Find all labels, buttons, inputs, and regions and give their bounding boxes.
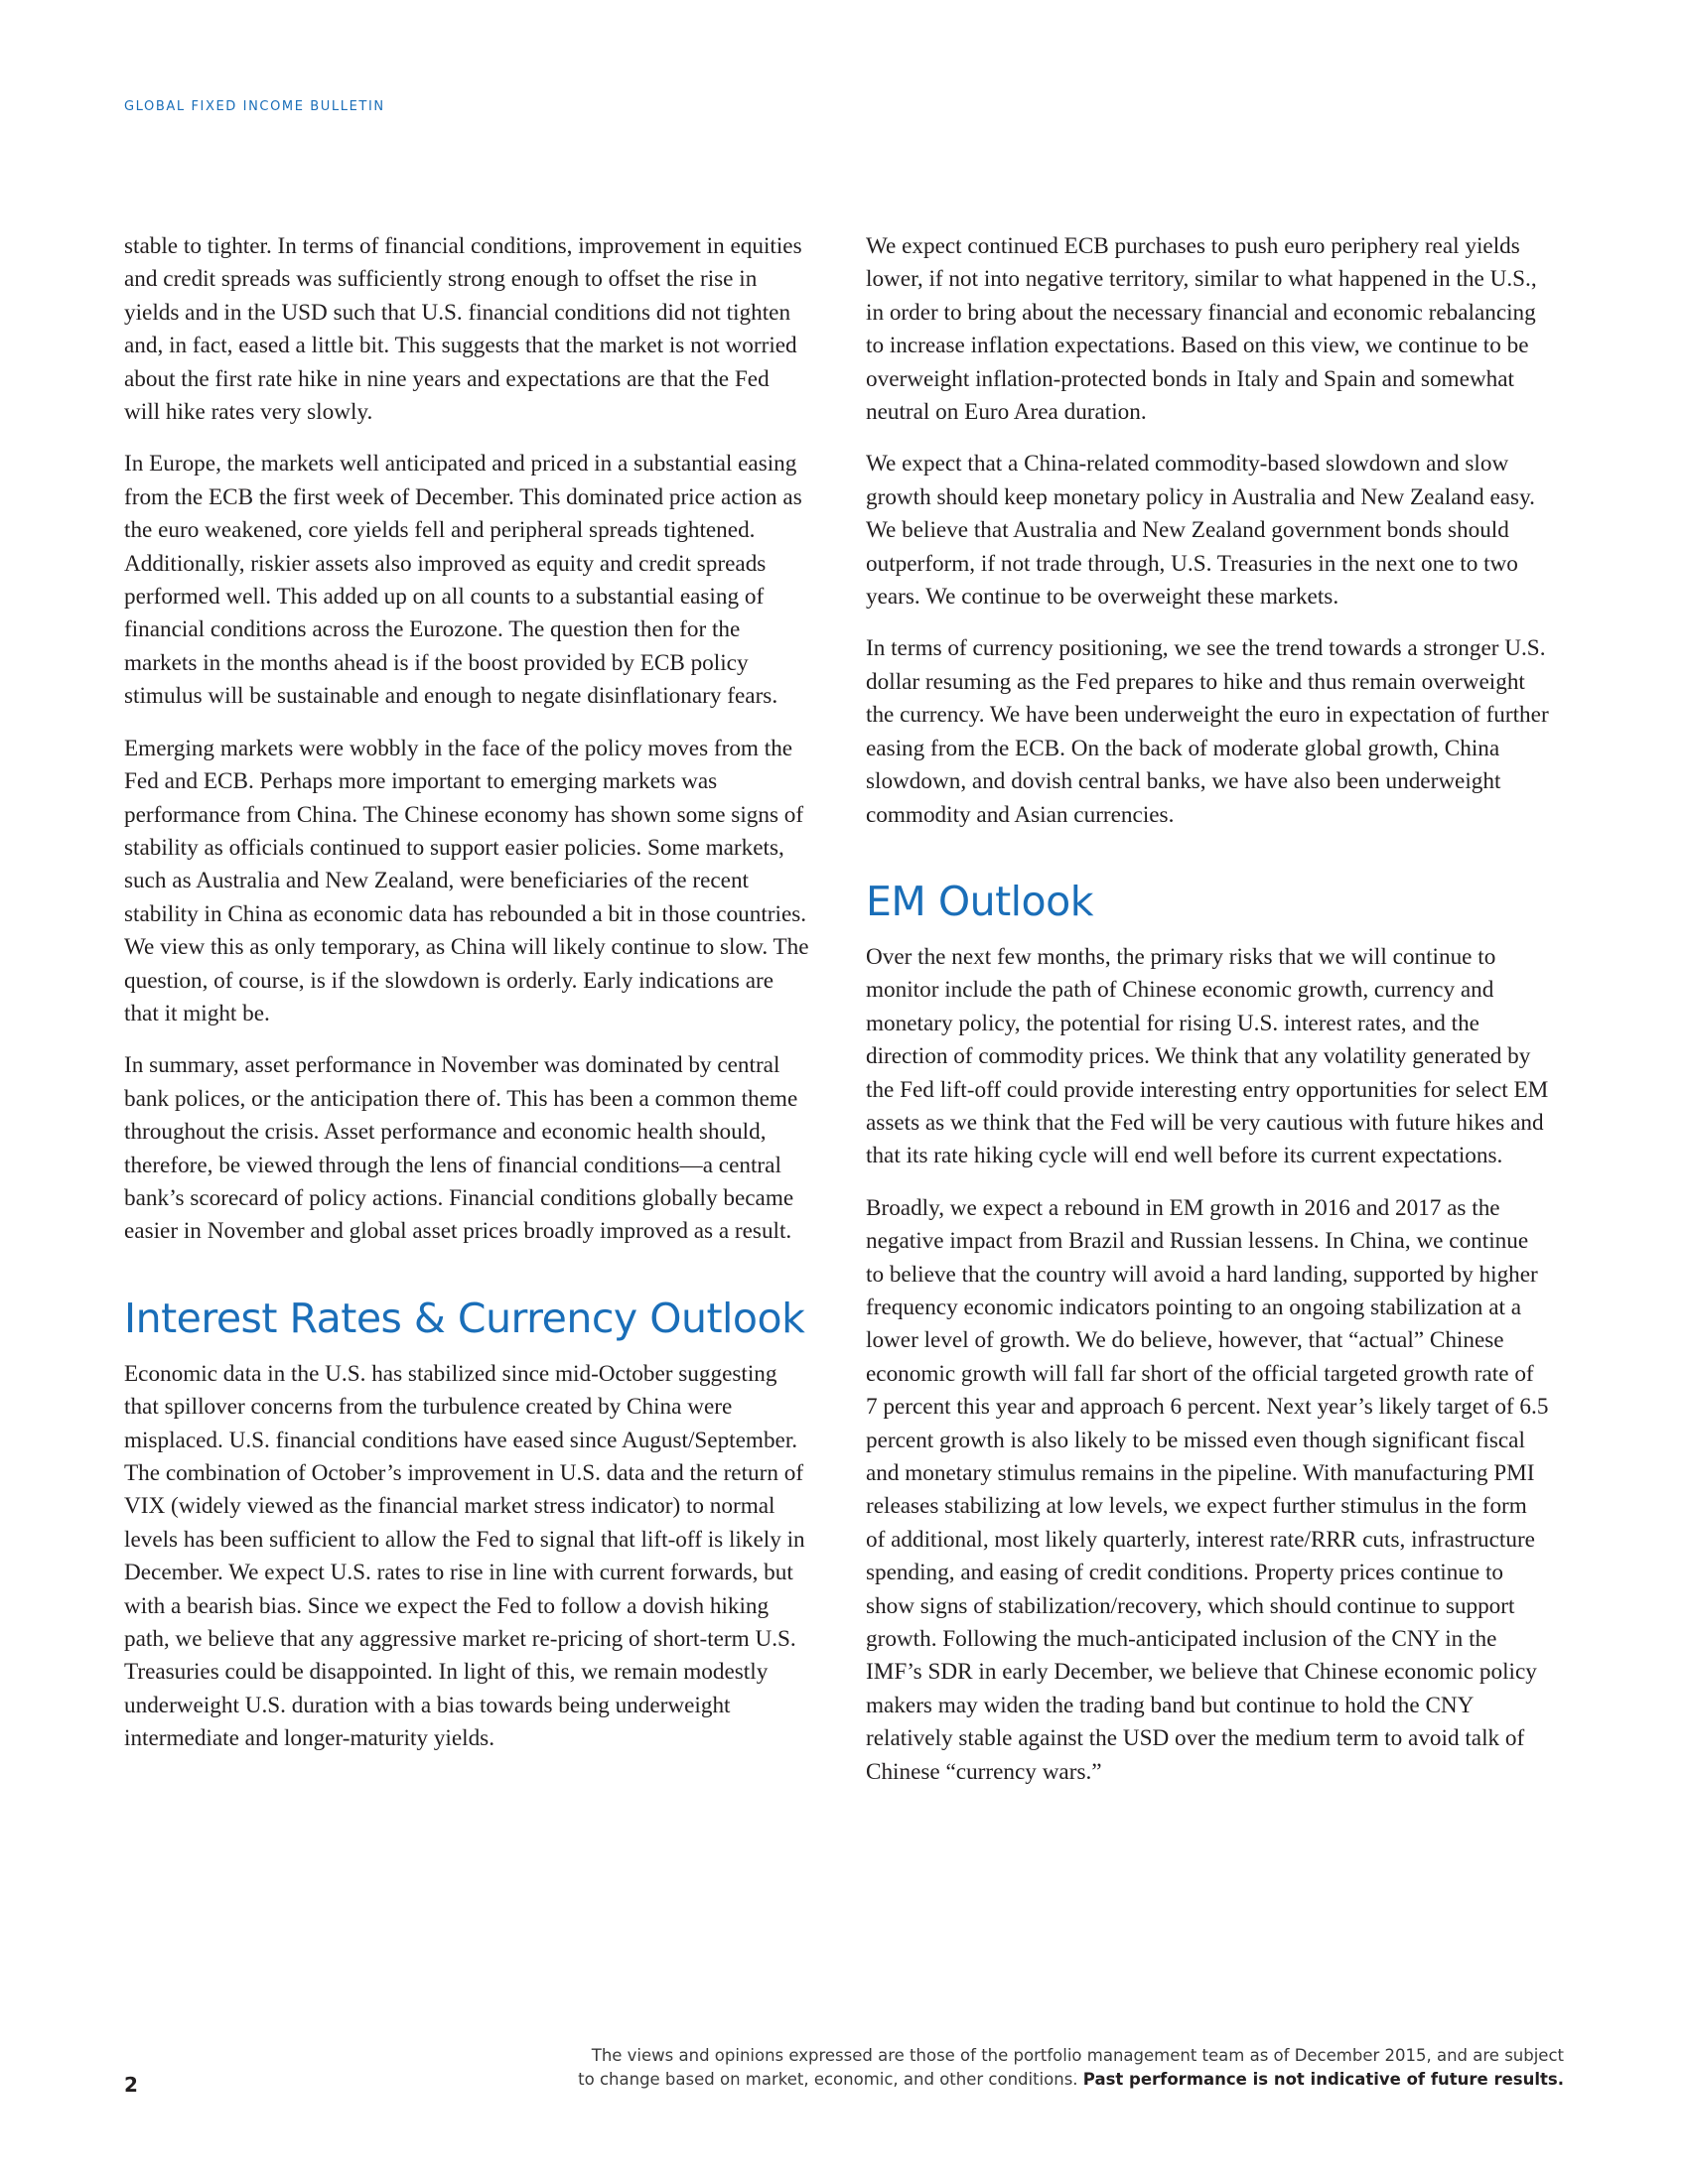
body-paragraph: Emerging markets were wobbly in the face of the policy moves from the Fed and ECB. Perhaps more important to emerging markets was performance from China. The Chinese economy has shown some signs of stability as officials continued to support easier policies. Some markets, such as Australia and New Zealand, were beneficiaries of the recent stability in China as economic data has rebounded a bit in those countries. We view this as only temporary, as China will likely continue to slow. The question, of course, is if the slowdown is orderly. Early indications are that it might be. [124, 735, 809, 1026]
disclaimer-line-1: The views and opinions expressed are those of the portfolio management team as of December 2015, and are subject [591, 2046, 1564, 2065]
body-paragraph: Broadly, we expect a rebound in EM growth in 2016 and 2017 as the negative impact from Brazil and Russian lessens. In China, we continue to believe that the country will avoid a hard landing, supported by higher frequency economic indicators pointing to an ongoing stabilization at a lower level of growth. We do believe, however, that “actual” Chinese economic growth will fall far short of the official targeted growth rate of 7 percent this year and approach 6 percent. Next year’s likely target of 6.5 percent growth is also likely to be missed even though significant fiscal and monetary stimulus remains in the pipeline. With manufacturing PMI releases stabilizing at low levels, we expect further stimulus in the form of additional, most likely quarterly, interest rate/RRR cuts, infrastructure spending, and easing of credit conditions. Property prices continue to show signs of stabilization/recovery, which should continue to support growth. Following the much-anticipated inclusion of the CNY in the IMF’s SDR in early December, we believe that Chinese economic policy makers may widen the trading band but continue to hold the CNY relatively stable against the USD over the medium term to avoid talk of Chinese “currency wars.” [866, 1194, 1549, 1785]
body-paragraph: stable to tighter. In terms of financial conditions, improvement in equities and credit spreads was sufficiently strong enough to offset the rise in yields and in the USD such that U.S. financial conditions did not tighten and, in fact, eased a little bit. This suggests that the market is not worried about the first rate hike in nine years and expectations are that the Fed will hike rates very slowly. [124, 233, 802, 426]
body-paragraph: We expect continued ECB purchases to push euro periphery real yields lower, if not into negative territory, similar to what happened in the U.S., in order to bring about the necessary financial and economic rebalancing to increase inflation expectations. Based on this view, we continue to be overweight inflation-protected bonds in Italy and Spain and somewhat neutral on Euro Area duration. [866, 233, 1537, 426]
disclaimer-bold-notice: Past performance is not indicative of future results. [1082, 2070, 1564, 2089]
body-paragraph: Economic data in the U.S. has stabilized since mid-October suggesting that spillover concerns from the turbulence created by China were misplaced. U.S. financial conditions have eased since August/September. The combination of October’s improvement in U.S. data and the return of VIX (widely viewed as the financial market stress indicator) to normal levels has been sufficient to allow the Fed to signal that lift-off is likely in December. We expect U.S. rates to rise in line with current forwards, but with a bearish bias. Since we expect the Fed to follow a dovish hiking path, we believe that any aggressive market re-pricing of short-term U.S. Treasuries could be disappointed. In light of this, we remain modestly underweight U.S. duration with a bias towards being underweight intermediate and longer-maturity yields. [124, 1360, 805, 1752]
section-heading-em-outlook: EM Outlook [866, 877, 1093, 925]
body-paragraph: Over the next few months, the primary risks that we will continue to monitor include the path of Chinese economic growth, currency and monetary policy, the potential for rising U.S. interest rates, and the direction of commodity prices. We think that any volatility generated by the Fed lift-off could provide interesting entry opportunities for select EM assets as we think that the Fed will be very cautious with future hikes and that its rate hiking cycle will end well before its current expectations. [866, 943, 1549, 1169]
footer-disclaimer [372, 2044, 1564, 2092]
running-header-title: GLOBAL FIXED INCOME BULLETIN [124, 99, 385, 114]
page-number: 2 [124, 2073, 138, 2097]
disclaimer-line-2 [372, 2068, 1564, 2092]
body-paragraph: In Europe, the markets well anticipated and priced in a substantial easing from the ECB the first week of December. This dominated price action as the euro weakened, core yields fell and peripheral spreads tightened. Additionally, riskier assets also improved as equity and credit spreads performed well. This added up on all counts to a substantial easing of financial conditions across the Eurozone. The question then for the markets in the months ahead is if the boost provided by ECB policy stimulus will be sustainable and enough to negate disinflationary fears. [124, 451, 802, 710]
left-column [124, 230, 809, 1775]
disclaimer-text: to change based on market, economic, and other conditions. [578, 2070, 1078, 2089]
body-paragraph: We expect that a China-related commodity-based slowdown and slow growth should keep monetary policy in Australia and New Zealand easy. We believe that Australia and New Zealand government bonds should outperform, if not trade through, U.S. Treasuries in the next one to two years. We continue to be overweight these markets. [866, 451, 1535, 611]
body-paragraph: In summary, asset performance in November was dominated by central bank polices, or the anticipation there of. This has been a common theme throughout the crisis. Asset performance and economic health should, therefore, be viewed through the lens of financial conditions—a central bank’s scorecard of policy actions. Financial conditions globally became easier in November and global asset prices broadly improved as a result. [124, 1052, 798, 1245]
body-paragraph: In terms of currency positioning, we see the trend towards a stronger U.S. dollar resuming as the Fed prepares to hike and thus remain overweight the currency. We have been underweight the euro in expectation of further easing from the ECB. On the back of moderate global growth, China slowdown, and dovish central banks, we have also been underweight commodity and Asian currencies. [866, 635, 1549, 828]
right-column [866, 230, 1551, 1808]
section-heading-interest-rates: Interest Rates & Currency Outlook [124, 1294, 805, 1342]
